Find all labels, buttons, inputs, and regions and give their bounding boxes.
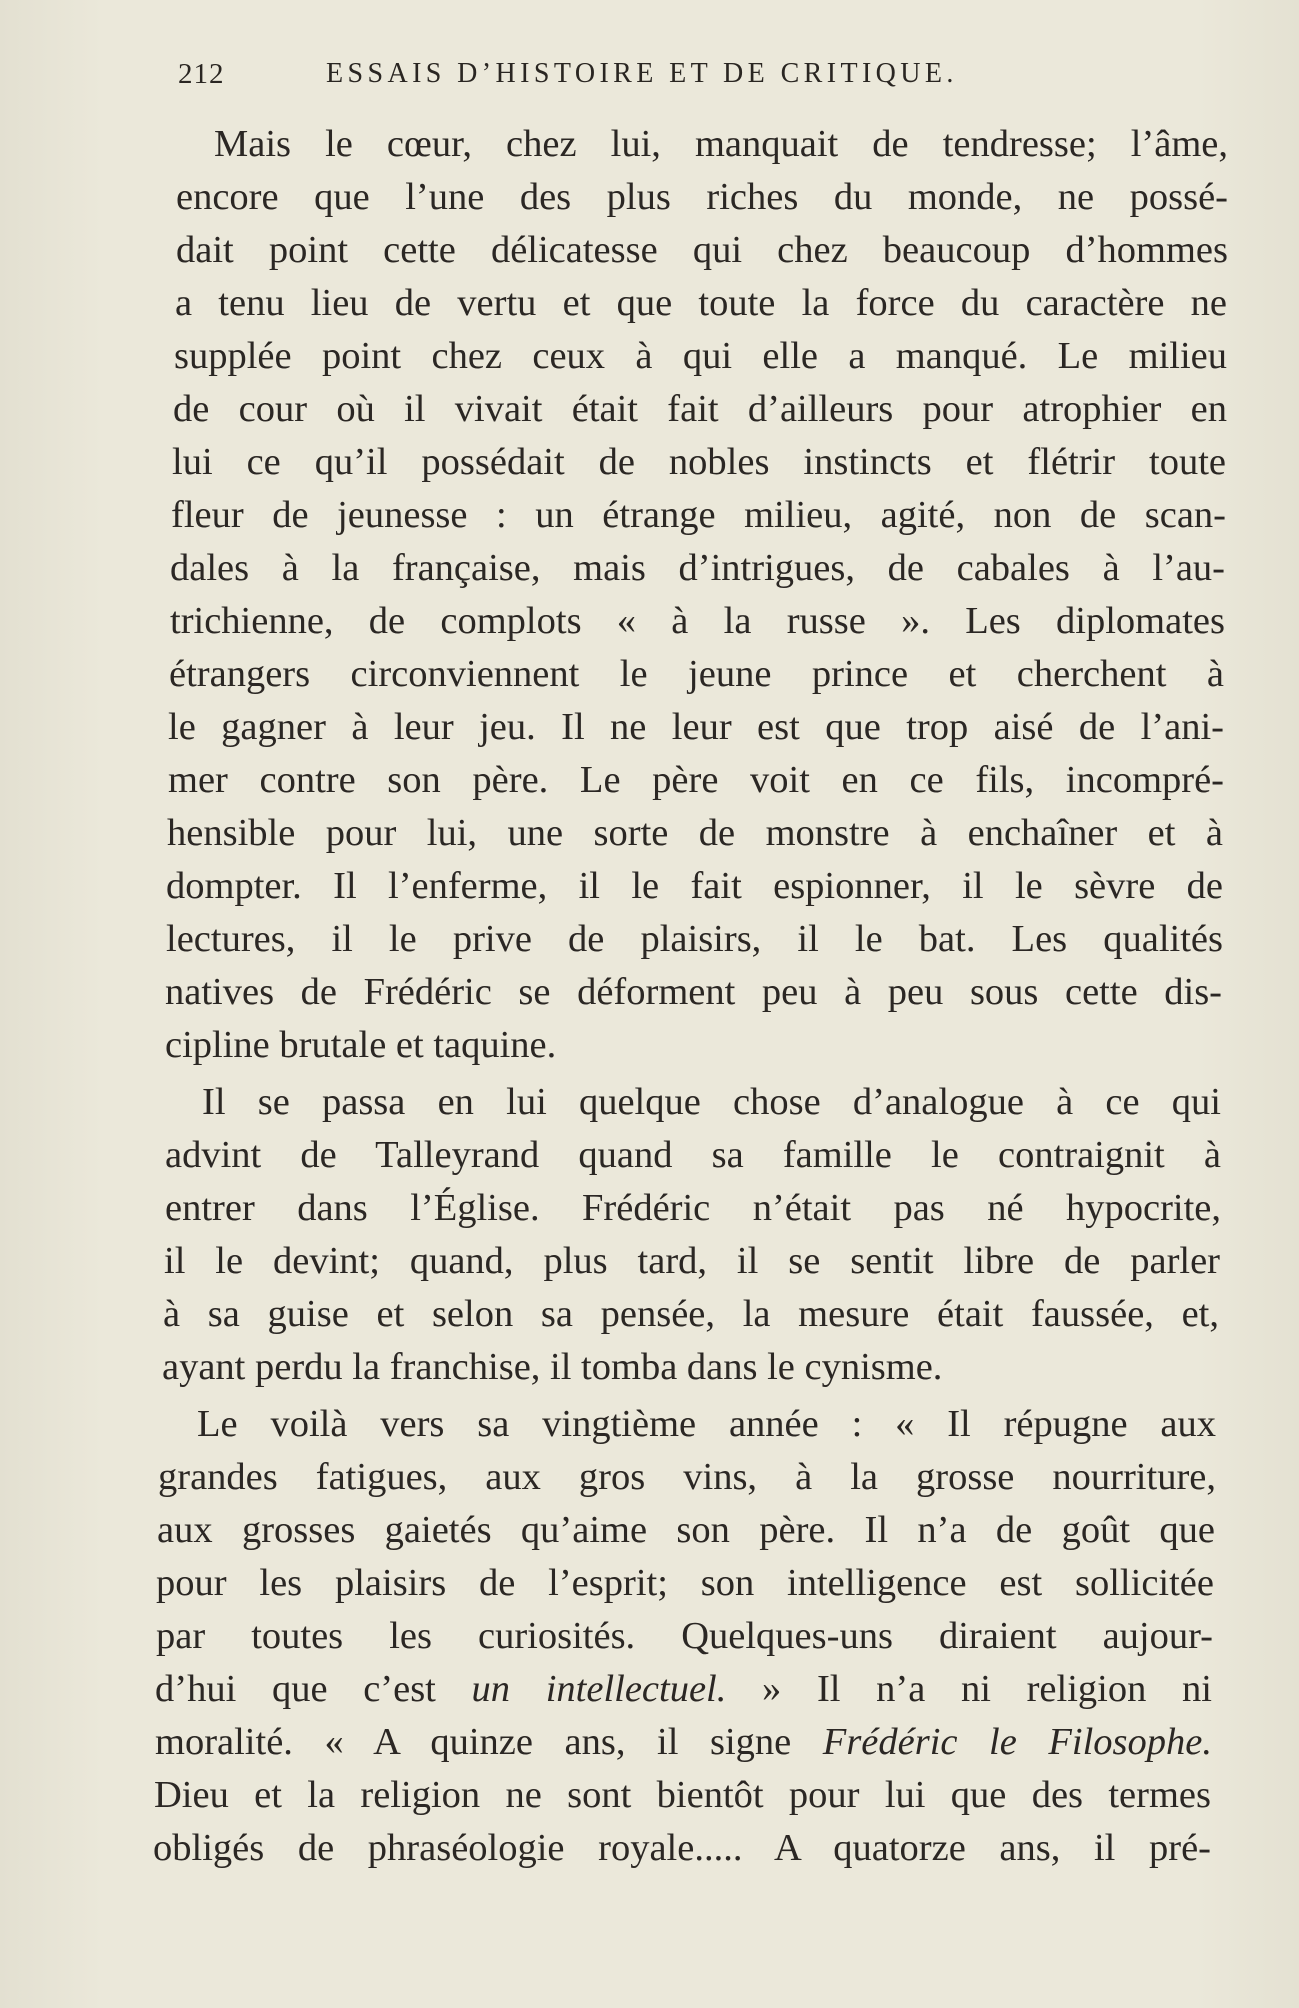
line-part: moralité. « A quinze ans, il signe: [155, 1721, 823, 1763]
italic-phrase: un intellectuel.: [471, 1668, 727, 1710]
text-line-with-italic: [155, 1663, 1212, 1715]
text-line-with-italic: [155, 1716, 1212, 1768]
text-line: de cour où il vivait était fait d’ailleurs pour atrophier en: [173, 388, 1227, 430]
text-line: lectures, il le prive de plaisirs, il le bat. Les qualités: [166, 918, 1223, 960]
page-number: 212: [178, 58, 225, 90]
text-line: Dieu et la religion ne sont bientôt pour lui que des termes: [154, 1774, 1211, 1816]
text-line: dompter. Il l’enferme, il le fait espionner, il le sèvre de: [166, 865, 1223, 907]
text-line: à sa guise et selon sa pensée, la mesure était faussée, et,: [163, 1293, 1219, 1335]
text-line: étrangers circonviennent le jeune prince et cherchent à: [169, 653, 1224, 695]
text-line: entrer dans l’Église. Frédéric n’était pas né hypocrite,: [165, 1187, 1221, 1229]
text-line: natives de Frédéric se déforment peu à peu sous cette dis-: [165, 971, 1222, 1013]
text-line: pour les plaisirs de l’esprit; son intelligence est sollicitée: [156, 1562, 1214, 1604]
text-line: cipline brutale et taquine.: [165, 1024, 557, 1066]
text-line: obligés de phraséologie royale..... A quatorze ans, il pré-: [153, 1827, 1211, 1869]
text-line: Il se passa en lui quelque chose d’analogue à ce qui: [202, 1081, 1221, 1123]
line-part: » Il n’a ni religion ni: [726, 1668, 1212, 1710]
text-line: par toutes les curiosités. Quelques-uns diraient aujour-: [156, 1615, 1213, 1657]
text-line: advint de Talleyrand quand sa famille le contraignit à: [165, 1134, 1221, 1176]
text-line: aux grosses gaietés qu’aime son père. Il n’a de goût que: [157, 1509, 1215, 1551]
text-line: il le devint; quand, plus tard, il se sentit libre de parler: [164, 1240, 1220, 1282]
text-line: fleur de jeunesse : un étrange milieu, agité, non de scan-: [171, 494, 1226, 536]
text-line: hensible pour lui, une sorte de monstre à enchaîner et à: [167, 812, 1223, 854]
text-line: supplée point chez ceux à qui elle a manqué. Le milieu: [174, 335, 1227, 377]
text-line: ayant perdu la franchise, il tomba dans le cynisme.: [162, 1346, 943, 1388]
text-line: mer contre son père. Le père voit en ce fils, incompré-: [168, 759, 1224, 801]
text-line: dales à la française, mais d’intrigues, de cabales à l’au-: [170, 547, 1225, 589]
text-line: a tenu lieu de vertu et que toute la force du caractère ne: [175, 282, 1227, 324]
text-line: Le voilà vers sa vingtième année : « Il répugne aux: [197, 1403, 1216, 1445]
text-line: grandes fatigues, aux gros vins, à la grosse nourriture,: [158, 1456, 1216, 1498]
text-line: lui ce qu’il possédait de nobles instincts et flétrir toute: [172, 441, 1226, 483]
running-title: ESSAIS D’HISTOIRE ET DE CRITIQUE.: [326, 58, 958, 89]
text-line: Mais le cœur, chez lui, manquait de tendresse; l’âme,: [214, 123, 1228, 165]
italic-phrase: Frédéric le Filosophe.: [822, 1721, 1212, 1763]
line-part: d’hui que c’est: [155, 1668, 472, 1710]
text-line: dait point cette délicatesse qui chez beaucoup d’hommes: [176, 229, 1228, 271]
text-line: encore que l’une des plus riches du monde, ne possé-: [176, 176, 1228, 218]
text-line: le gagner à leur jeu. Il ne leur est que trop aisé de l’ani-: [168, 706, 1224, 748]
page-header: [178, 58, 1098, 98]
text-line: trichienne, de complots « à la russe ». Les diplomates: [170, 600, 1225, 642]
